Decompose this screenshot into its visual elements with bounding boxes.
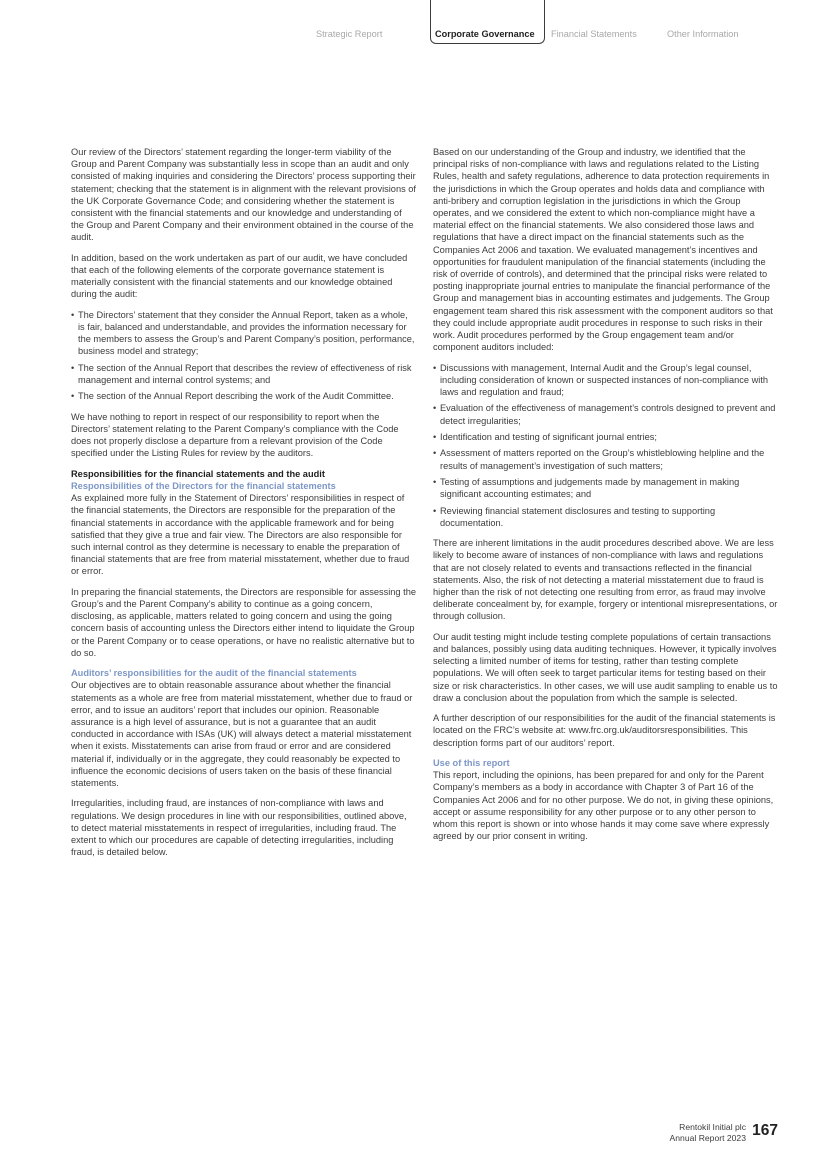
paragraph-irregularities: Irregularities, including fraud, are instances of non-compliance with laws and regulations. We design procedures in line with our responsibilities, outlined above, to detect material misstatements in respect of irregularities, including fraud. The extent to which our procedures are capable of detecting irregularities, including fraud, is detailed below. — [71, 798, 407, 858]
tab-financial-statements[interactable]: Financial Statements — [551, 29, 637, 39]
list-item: • Identification and testing of significant journal entries; — [433, 431, 779, 443]
section-heading-responsibilities: Responsibilities for the financial statements and the audit — [71, 468, 325, 479]
paragraph-viability-review: Our review of the Directors’ statement regarding the longer-term viability of the Group and Parent Company was substantially less in scope than an audit and only consisted of making inquiries and considering the Directors’ process supporting their statement; checking that the statement is in alignment with the relevant provisions of the UK Corporate Governance Code; and considering whether the statement is consistent with the financial statements and our knowledge and understanding of the Group and Parent Company and their environment obtained in the course of the audit. — [71, 147, 417, 243]
paragraph-auditors-objectives: Our objectives are to obtain reasonable assurance about whether the financial statements as a whole are free from material misstatement, whether due to fraud or error, and to issue an auditors’ report that includes our opinion. Reasonable assurance is a high level of assurance, but is not a guarantee that an audit conducted in accordance with ISAs (UK) will always detect a material misstatement when it exists. Misstatements can arise from fraud or error and are considered material if, individually or in the aggregate, they could reasonably be expected to influence the economic decisions of users taken on the basis of these financial statements. — [71, 680, 413, 789]
right-column — [433, 146, 779, 851]
company-name: Rentokil Initial plc — [679, 1122, 746, 1132]
list-item: • The section of the Annual Report describing the work of the Audit Committee. — [71, 390, 416, 402]
paragraph-corporate-governance-elements: In addition, based on the work undertaken as part of our audit, we have concluded that each of the following elements of the corporate governance statement is materially consistent with the financial statements and our knowledge obtained during the audit: — [71, 252, 408, 300]
subheading-directors-responsibilities: Responsibilities of the Directors for the financial statements — [71, 481, 336, 491]
list-item: • Discussions with management, Internal Audit and the Group’s legal counsel, including consideration of known or suspected instances of non-compliance with laws and regulation and fraud; — [433, 362, 779, 399]
list-item: • Assessment of matters reported on the Group’s whistleblowing helpline and the results of management’s investigation of such matters; — [433, 447, 779, 471]
paragraph-directors-responsibilities: As explained more fully in the Statement of Directors’ responsibilities in respect of the financial statements, the Directors are responsible for the preparation of the financial statements in accordance with the applicable framework and for being satisfied that they give a true and fair view. The Directors are also responsible for such internal control as they determine is necessary to enable the preparation of financial statements that are free from material misstatement, whether due to fraud or error. — [71, 493, 410, 577]
list-item: • The Directors’ statement that they consider the Annual Report, taken as a whole, is fair, balanced and understandable, and provides the information necessary for the members to assess the Group’s and Parent Company’s position, performance, business model and strategy; — [71, 309, 416, 358]
paragraph-nothing-to-report: We have nothing to report in respect of our responsibility to report when the Directors’ statement relating to the Parent Company’s compliance with the Code does not properly disclose a departure from a relevant provision of the Code specified under the Listing Rules for review by the auditors. — [71, 411, 399, 459]
list-item: • The section of the Annual Report that describes the review of effectiveness of risk management and internal control systems; and — [71, 362, 416, 386]
list-item: • Evaluation of the effectiveness of management’s controls designed to prevent and detect irregularities; — [433, 402, 779, 426]
audit-procedures-list — [433, 362, 779, 529]
paragraph-use-of-report: This report, including the opinions, has been prepared for and only for the Parent Company’s members as a body in accordance with Chapter 3 of Part 16 of the Companies Act 2006 and for no other purpose. We do not, in giving these opinions, accept or assume responsibility for any other purpose or to any other person to whom this report is shown or into whose hands it may come save where expressly agreed by our prior consent in writing. — [433, 770, 774, 842]
subheading-use-of-report: Use of this report — [433, 758, 510, 769]
page-footer — [620, 1121, 780, 1151]
section-nav — [0, 0, 825, 46]
paragraph-going-concern: In preparing the financial statements, the Directors are responsible for assessing the Group’s and the Parent Company’s ability to continue as a going concern, disclosing, as applicable, matters related to going concern and using the going concern basis of accounting unless the Directors either intend to liquidate the Group or the Parent Company or to cease operations, or have no realistic alternative but to do so. — [71, 586, 417, 658]
subheading-auditors-responsibilities: Auditors’ responsibilities for the audit of the financial statements — [71, 668, 357, 679]
paragraph-audit-testing: Our audit testing might include testing complete populations of certain transactions and balances, possibly using data auditing techniques. However, it typically involves selecting a limited number of items for testing, rather than testing complete populations. We will often seek to target particular items for testing based on their size or risk characteristics. In other cases, we will use audit sampling to enable us to draw a conclusion about the population from which the sample is selected. — [433, 631, 778, 703]
tab-strategic-report[interactable]: Strategic Report — [316, 29, 383, 39]
paragraph-principal-risks: Based on our understanding of the Group and industry, we identified that the principal risks of non-compliance with laws and regulations related to the Listing Rules, health and safety regulations, adherence to data protection requirements in the jurisdictions in which the Group operates and holds data and compliance with anti-bribery and corruption legislation in the jurisdictions in which the Group operates, and we considered the extent to which non-compliance might have a material effect on the financial statements. We also considered those laws and regulations that have a direct impact on the financial statements such as the Companies Act 2006 and taxation. We evaluated management’s incentives and opportunities for fraudulent manipulation of the financial statements (including the risk of override of controls), and determined that the principal risks were related to posting inappropriate journal entries to manipulate the financial performance of the Group and management bias in accounting estimates and judgements. The Group engagement team shared this risk assessment with the component auditors so that they could include appropriate audit procedures in response to such risks in their work. Audit procedures performed by the Group engagement team and/or component auditors included: — [433, 147, 773, 353]
page-number: 167 — [752, 1122, 778, 1139]
footer-meta — [670, 1122, 746, 1143]
tab-corporate-governance[interactable]: Corporate Governance — [430, 0, 545, 44]
paragraph-further-description: A further description of our responsibilities for the audit of the financial statements is located on the FRC’s website at: www.frc.org.uk/auditorsresponsibilities. This description forms part of our auditors’ report. — [433, 713, 776, 748]
tab-other-information[interactable]: Other Information — [667, 29, 739, 39]
list-item: • Testing of assumptions and judgements made by management in making significant accounting estimates; and — [433, 476, 779, 500]
governance-elements-list — [71, 309, 416, 403]
list-item: • Reviewing financial statement disclosures and testing to supporting documentation. — [433, 505, 779, 529]
left-column — [71, 146, 416, 867]
report-name: Annual Report 2023 — [669, 1132, 746, 1143]
paragraph-inherent-limitations: There are inherent limitations in the audit procedures described above. We are less likely to become aware of instances of non-compliance with laws and regulations that are not closely related to events and transactions reflected in the financial statements. Also, the risk of not detecting a material misstatement due to fraud is higher than the risk of not detecting one resulting from error, as fraud may involve deliberate concealment by, for example, forgery or intentional misrepresentations, or through collusion. — [433, 538, 778, 622]
